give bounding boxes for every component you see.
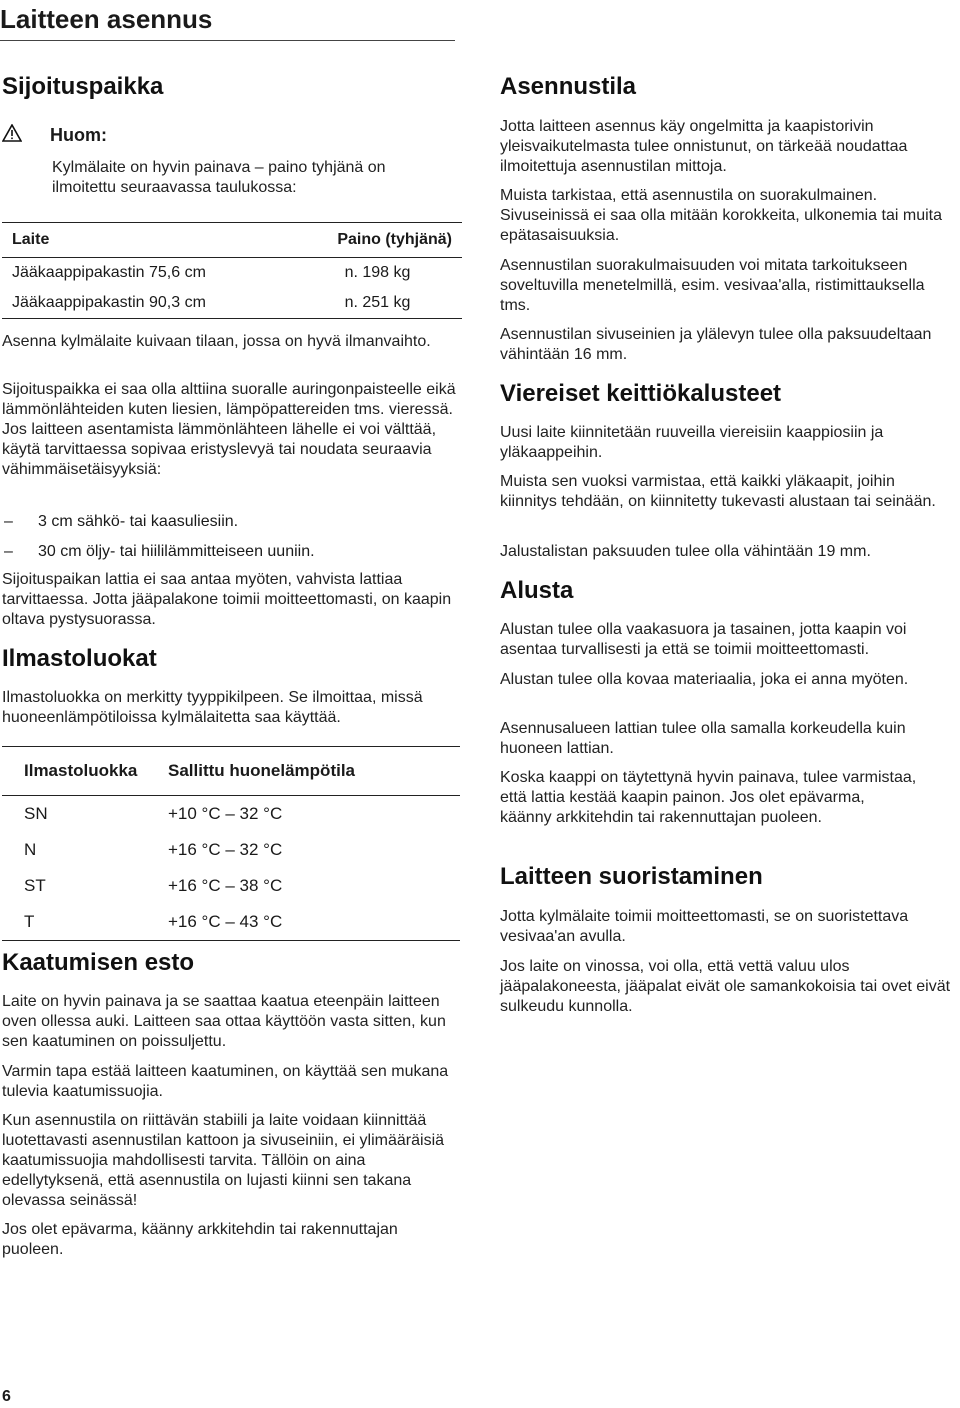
placement-paragraph-2: Sijoituspaikka ei saa olla alttiina suoralle auringonpaisteelle eikä lämmönlähteiden kuten liesien, lämpöpattereiden tms. vieressä. Jos laitteen asentamista lämmönlähteen lähelle ei voi välttää, käytä tarvittaessa sopivaa eristyslevyä tai noudata seuraavia vähimmäisetäisyyksiä: — [2, 381, 456, 478]
list-item: – 3 cm sähkö- tai kaasuliesiin. — [4, 512, 444, 532]
table-row — [2, 904, 460, 941]
page-title: Laitteen asennus — [0, 2, 455, 41]
weight-cell: Jääkaappipakastin 90,3 cm — [2, 288, 279, 319]
weight-cell: n. 198 kg — [344, 264, 411, 281]
climate-cell: ST — [24, 876, 46, 895]
space-paragraph-1: Jotta laitteen asennus käy ongelmitta ja kaapistorivin yleisvaikutelmasta tulee onnistunut, on tärkeää noudattaa ilmoitettuja asennustilan mittoja. — [500, 118, 908, 175]
climate-cell: T — [2, 904, 168, 941]
tip-paragraph-4: Jos olet epävarma, käänny arkkitehdin tai rakennuttajan puoleen. — [2, 1221, 398, 1258]
climate-cell: N — [24, 840, 37, 859]
warning-title: Huom: — [50, 125, 107, 145]
climate-cell: +10 °C – 32 °C — [168, 804, 283, 823]
warning-triangle-icon — [2, 124, 22, 147]
climate-col-temp: Sallittu huonelämpötila — [168, 747, 460, 796]
adjacent-paragraph-2: Muista sen vuoksi varmistaa, että kaikki yläkaapit, joihin kiinnitys tehdään, on kiinnitetty tukevasti alustaan tai seinään. — [500, 473, 936, 510]
climate-heading: Ilmastoluokat — [2, 645, 157, 672]
space-paragraph-3: Asennustilan suorakulmaisuuden voi mitata tarkoitukseen soveltuvilla menetelmillä, esim. vesivaa'alla, ristimittauksella tms. — [500, 257, 925, 314]
climate-cell: +16 °C – 32 °C — [168, 840, 283, 859]
placement-paragraph-3: Sijoituspaikan lattia ei saa antaa myöten, vahvista lattiaa tarvittaessa. Jotta jääpalakone toimii moitteettomasti, on kaapin oltava pystysuorassa. — [2, 571, 452, 628]
weight-col-device: Laite — [2, 223, 279, 258]
weight-table-header — [2, 223, 462, 258]
placement-heading: Sijoituspaikka — [2, 73, 164, 100]
weight-cell: Jääkaappipakastin 75,6 cm — [12, 264, 206, 281]
page-number: 6 — [2, 1388, 11, 1405]
table-row — [2, 258, 462, 289]
climate-table-header — [2, 747, 460, 796]
climate-cell: +16 °C – 38 °C — [168, 876, 283, 895]
base-heading: Alusta — [500, 577, 574, 604]
distance-list — [4, 512, 444, 572]
tip-heading: Kaatumisen esto — [2, 949, 195, 976]
table-row — [2, 832, 460, 868]
base-paragraph-4: Koska kaappi on täytettynä hyvin painava, tulee varmistaa, että lattia kestää kaapin painon. Jos olet epävarma, käänny arkkitehdin tai rakennuttajan puoleen. — [500, 769, 917, 826]
climate-cell: SN — [24, 804, 48, 823]
tip-paragraph-3: Kun asennustila on riittävän stabiili ja laite voidaan kiinnittää luotettavasti asennustilan kattoon ja sivuseiniin, ei ylimääräisiä kaatumissuojia mahdollisesti tarvita. Tällöin on aina edellytyksenä, että asennustila on lujasti kiinni sen takana olevassa seinässä! — [2, 1112, 445, 1209]
placement-paragraph-1: Asenna kylmälaite kuivaan tilaan, jossa on hyvä ilmanvaihto. — [2, 333, 431, 350]
weight-cell: n. 251 kg — [279, 288, 462, 319]
base-paragraph-1: Alustan tulee olla vaakasuora ja tasainen, jotta kaapin voi asentaa turvallisesti ja että se toimii moitteettomasti. — [500, 621, 907, 658]
weight-table — [2, 222, 462, 319]
levelling-paragraph-2: Jos laite on vinossa, voi olla, että vettä valuu ulos jääpalakoneesta, jääpalat eivät ole samankokoisia tai ovet eivät sulkeudu kunnolla. — [500, 958, 951, 1015]
warning-text: Kylmälaite on hyvin painava – paino tyhjänä on ilmoitettu seuraavassa taulukossa: — [52, 159, 386, 196]
table-row — [2, 796, 460, 833]
list-item: – 30 cm öljy- tai hiililämmitteiseen uuniin. — [4, 542, 444, 562]
levelling-paragraph-1: Jotta kylmälaite toimii moitteettomasti, se on suoristettava vesivaa'an avulla. — [500, 908, 909, 945]
space-paragraph-4: Asennustilan sivuseinien ja ylälevyn tulee olla paksuudeltaan vähintään 16 mm. — [500, 326, 932, 363]
warning-row — [2, 124, 107, 147]
base-paragraph-3: Asennusalueen lattian tulee olla samalla korkeudella kuin huoneen lattian. — [500, 720, 906, 757]
climate-paragraph: Ilmastoluokka on merkitty tyyppikilpeen. Se ilmoittaa, missä huoneenlämpötiloissa kylmälaitetta saa käyttää. — [2, 689, 423, 726]
climate-col-class: Ilmastoluokka — [2, 747, 168, 796]
tip-paragraph-2: Varmin tapa estää laitteen kaatuminen, on käyttää sen mukana tulevia kaatumissuojia. — [2, 1063, 449, 1100]
levelling-heading: Laitteen suoristaminen — [500, 863, 763, 890]
tip-paragraph-1: Laite on hyvin painava ja se saattaa kaatua eteenpäin laitteen oven ollessa auki. Laitteen saa ottaa käyttöön vasta sitten, kun sen kaatuminen on poissuljettu. — [2, 993, 446, 1050]
base-paragraph-2: Alustan tulee olla kovaa materiaalia, joka ei anna myöten. — [500, 671, 909, 688]
climate-table — [2, 746, 460, 941]
table-row — [2, 868, 460, 904]
space-paragraph-2: Muista tarkistaa, että asennustila on suorakulmainen. Sivuseinissä ei saa olla mitään korokkeita, ulkonemia tai muita epätasaisuuksia. — [500, 187, 942, 244]
adjacent-paragraph-3: Jalustalistan paksuuden tulee olla vähintään 19 mm. — [500, 543, 871, 560]
weight-col-weight: Paino (tyhjänä) — [279, 223, 462, 258]
adjacent-paragraph-1: Uusi laite kiinnitetään ruuveilla viereisiin kaappiosiin ja yläkaappeihin. — [500, 424, 884, 461]
climate-cell: +16 °C – 43 °C — [168, 904, 460, 941]
space-heading: Asennustila — [500, 73, 637, 100]
adjacent-heading: Viereiset keittiökalusteet — [500, 380, 782, 407]
table-row — [2, 288, 462, 319]
